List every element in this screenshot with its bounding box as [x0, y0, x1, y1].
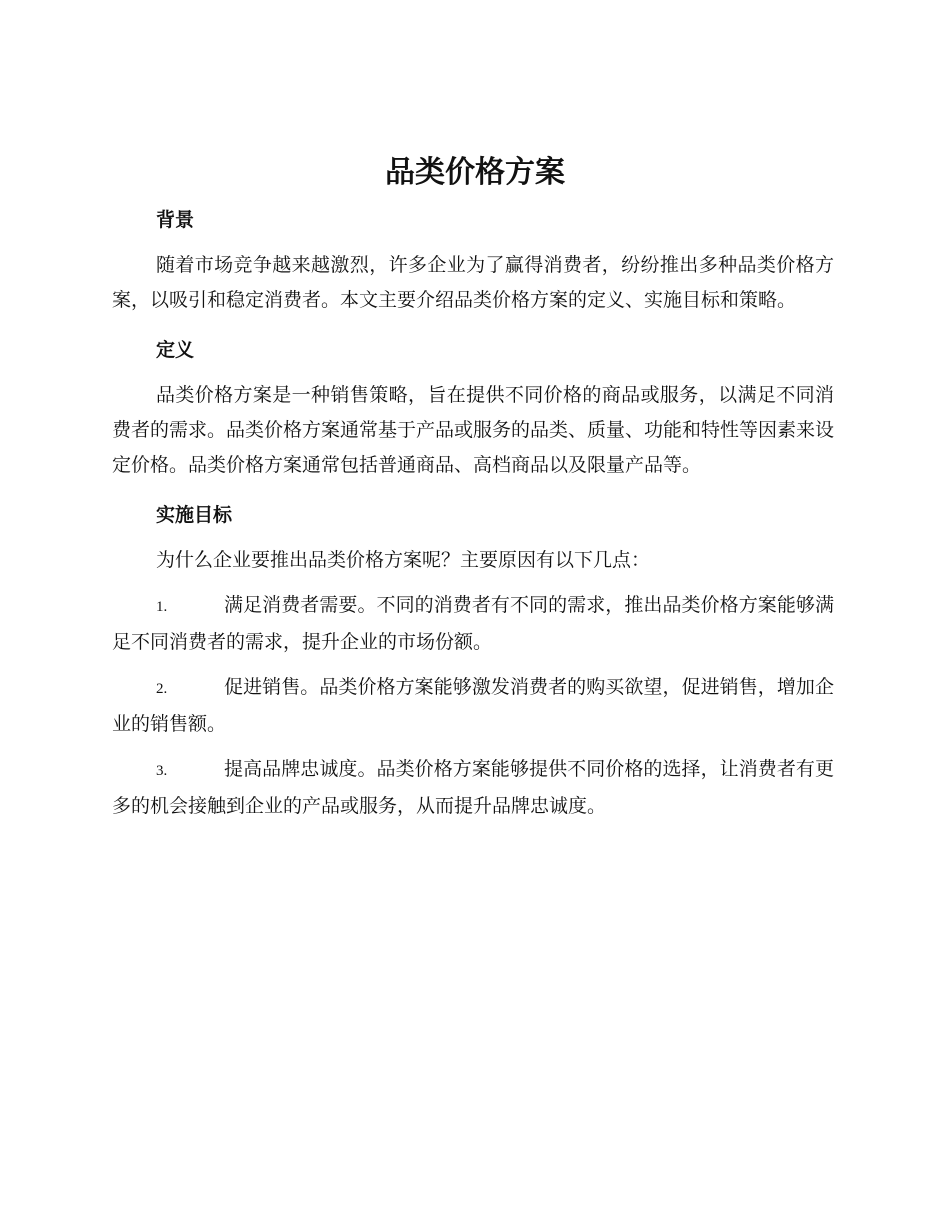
section-paragraph: 为什么企业要推出品类价格方案呢？主要原因有以下几点：: [156, 549, 651, 571]
list-text: 满足消费者需要。不同的消费者有不同的需求，推出品类价格方案能够满足不同消费者的需求，提升企业的市场份额。: [112, 594, 834, 653]
section-heading: 实施目标: [156, 504, 233, 526]
section-goals: [112, 497, 834, 824]
list-text: 提高品牌忠诚度。品类价格方案能够提供不同价格的选择，让消费者有更多的机会接触到企业的产品或服务，从而提升品牌忠诚度。: [112, 758, 834, 817]
section-paragraph: 随着市场竞争越来越激烈，许多企业为了赢得消费者，纷纷推出多种品类价格方案，以吸引和稳定消费者。本文主要介绍品类价格方案的定义、实施目标和策略。: [112, 254, 834, 311]
list-number: 2.: [156, 681, 168, 697]
list-item: [112, 588, 834, 660]
document-title: 品类价格方案: [385, 155, 565, 190]
list-item: [112, 670, 834, 742]
list-item: [112, 752, 834, 824]
document-body: [112, 202, 834, 834]
section-heading: 定义: [156, 339, 195, 361]
list-number: 3.: [156, 763, 168, 779]
section-paragraph: 品类价格方案是一种销售策略，旨在提供不同价格的商品或服务，以满足不同消费者的需求。品类价格方案通常基于产品或服务的品类、质量、功能和特性等因素来设定价格。品类价格方案通常包括普通商品、高档商品以及限量产品等。: [112, 384, 835, 476]
section-heading: 背景: [156, 209, 195, 231]
list-text: 促进销售。品类价格方案能够激发消费者的购买欲望，促进销售，增加企业的销售额。: [112, 676, 834, 735]
list-number: 1.: [156, 599, 168, 615]
section-definition: [112, 332, 834, 483]
section-background: [112, 202, 834, 318]
